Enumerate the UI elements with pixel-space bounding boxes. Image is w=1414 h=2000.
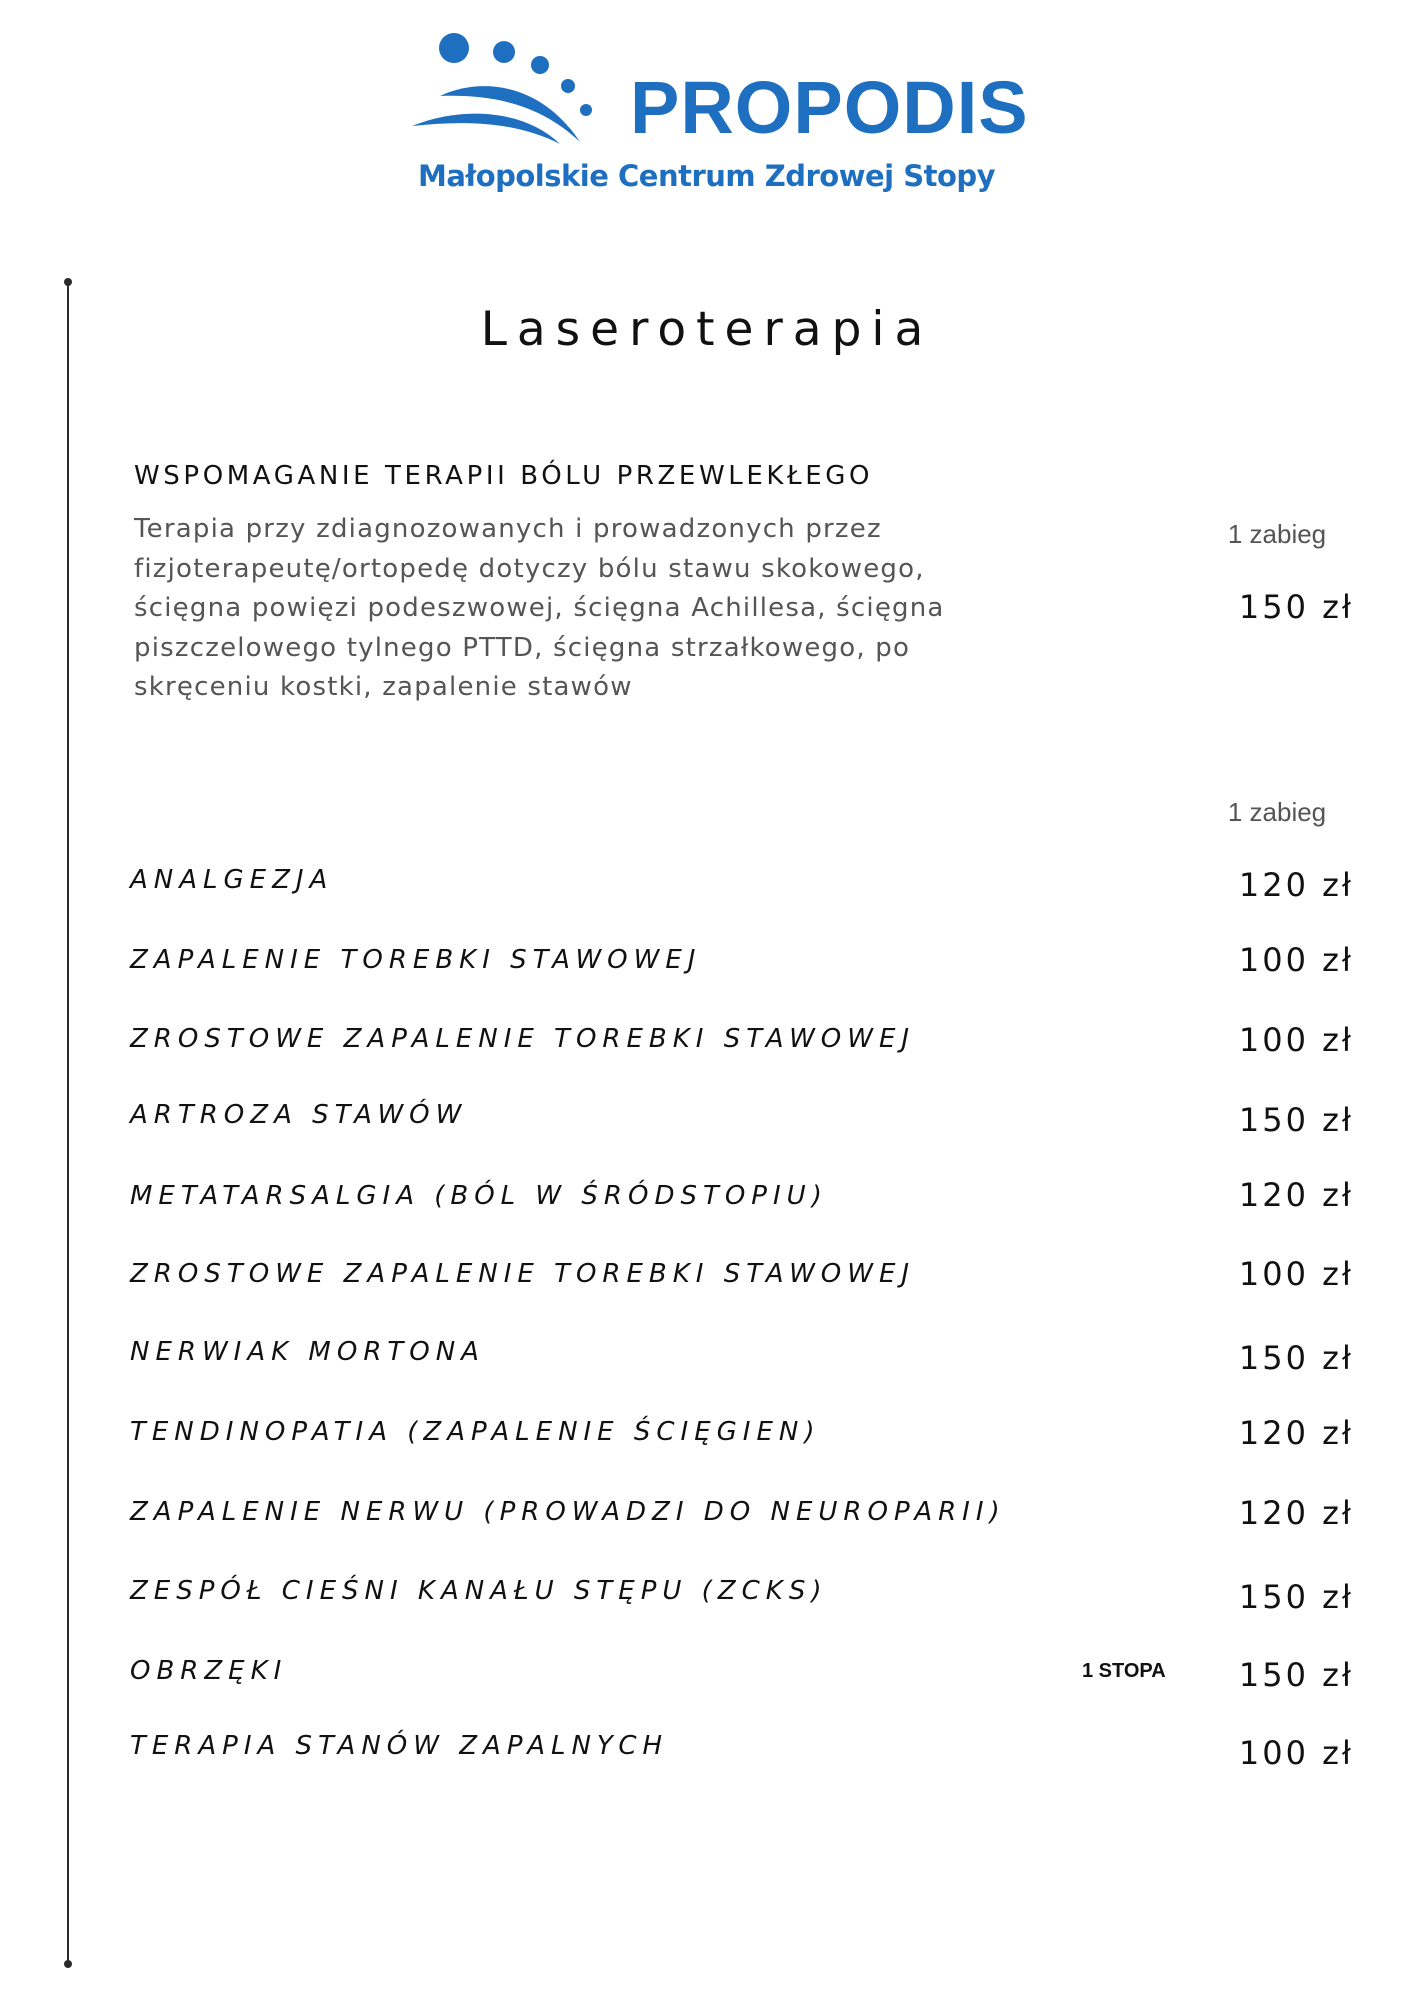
section-heading: WSPOMAGANIE TERAPII BÓLU PRZEWLEKŁEGO <box>134 461 874 491</box>
item-name: ARTROZA STAWÓW <box>130 1100 468 1130</box>
item-name: ZAPALENIE TOREBKI STAWOWEJ <box>130 945 702 975</box>
item-qualifier: 1 STOPA <box>1082 1660 1166 1682</box>
item-price: 100 zł <box>1238 1021 1354 1059</box>
list-unit-label: 1 zabieg <box>1227 797 1327 827</box>
item-price: 120 zł <box>1238 1414 1354 1452</box>
item-name: TERAPIA STANÓW ZAPALNYCH <box>130 1731 669 1761</box>
item-price: 150 zł <box>1238 1339 1354 1377</box>
brand-logo <box>412 26 1052 206</box>
item-price: 150 zł <box>1238 1101 1354 1139</box>
rule-top-dot <box>64 278 72 286</box>
item-name: TENDINOPATIA (ZAPALENIE ŚCIĘGIEN) <box>130 1417 821 1447</box>
item-price: 100 zł <box>1238 1734 1354 1772</box>
item-price: 100 zł <box>1238 941 1354 979</box>
item-name: NERWIAK MORTONA <box>130 1337 485 1367</box>
item-price: 100 zł <box>1238 1255 1354 1293</box>
item-name: ANALGEZJA <box>130 865 334 895</box>
item-name: OBRZĘKI <box>130 1656 288 1686</box>
section-unit-label: 1 zabieg <box>1227 519 1327 549</box>
item-price: 120 zł <box>1238 1176 1354 1214</box>
page-title: Laseroterapia <box>480 302 934 357</box>
timeline-rule <box>67 282 69 1966</box>
item-price: 150 zł <box>1238 1656 1354 1694</box>
item-name: ZROSTOWE ZAPALENIE TOREBKI STAWOWEJ <box>130 1024 916 1054</box>
brand-name: PROPODIS <box>630 66 1029 149</box>
item-price: 120 zł <box>1238 866 1354 904</box>
feet-arc-dots-icon <box>412 26 612 176</box>
item-name: ZESPÓŁ CIEŚNI KANAŁU STĘPU (ZCKS) <box>130 1576 828 1606</box>
item-name: METATARSALGIA (BÓL W ŚRÓDSTOPIU) <box>130 1181 828 1211</box>
item-price: 120 zł <box>1238 1494 1354 1532</box>
section-price: 150 zł <box>1238 588 1354 626</box>
item-price: 150 zł <box>1238 1578 1354 1616</box>
item-name: ZROSTOWE ZAPALENIE TOREBKI STAWOWEJ <box>130 1259 916 1289</box>
rule-bottom-dot <box>64 1960 72 1968</box>
item-name: ZAPALENIE NERWU (PROWADZI DO NEUROPARII) <box>130 1497 1006 1527</box>
brand-tagline: Małopolskie Centrum Zdrowej Stopy <box>418 159 996 193</box>
section-description: Terapia przy zdiagnozowanych i prowadzonych przez fizjoterapeutę/ortopedę dotyczy bólu stawu skokowego, ścięgna powięzi podeszwowej, ścięgna Achillesa, ścięgna piszczelowego tylnego PTTD, ścięgna strzałkowego, po skręceniu kostki, zapalenie stawów <box>134 514 945 702</box>
